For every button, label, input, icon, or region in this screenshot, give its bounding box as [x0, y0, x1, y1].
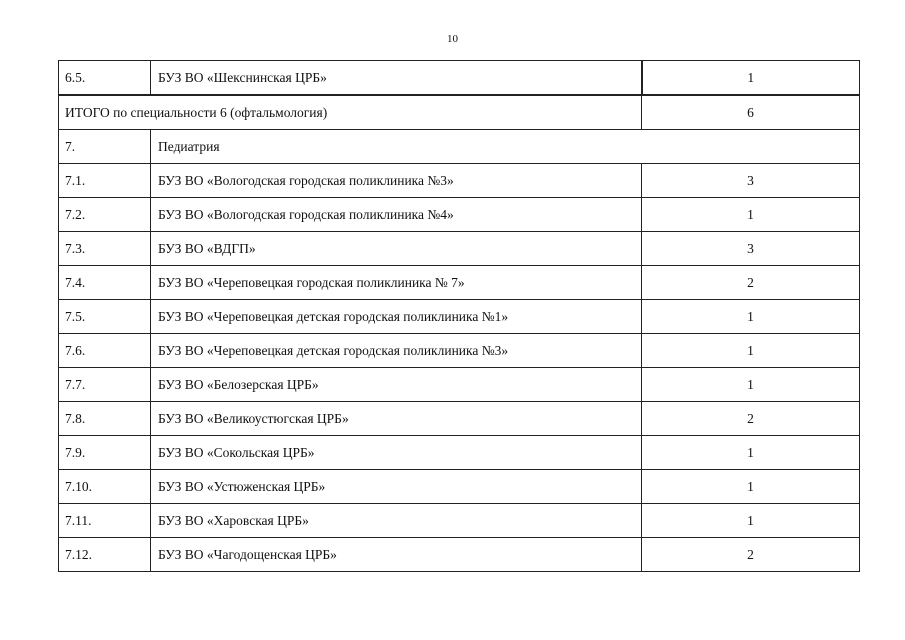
- table-row: [59, 266, 860, 300]
- row-number: 7.7.: [59, 368, 151, 402]
- row-number: 7.12.: [59, 538, 151, 572]
- table-row: [59, 470, 860, 504]
- table-row: [59, 504, 860, 538]
- row-number: 7.8.: [59, 402, 151, 436]
- allocation-table: [58, 60, 860, 572]
- total-label: ИТОГО по специальности 6 (офтальмология): [59, 95, 642, 130]
- position-count: 3: [642, 164, 860, 198]
- table-row: [59, 300, 860, 334]
- position-count: 1: [642, 504, 860, 538]
- institution-name: БУЗ ВО «Вологодская городская поликлиника №4»: [151, 198, 642, 232]
- institution-name: БУЗ ВО «Великоустюгская ЦРБ»: [151, 402, 642, 436]
- table-row: [59, 334, 860, 368]
- position-count: 1: [642, 198, 860, 232]
- position-count: 2: [642, 402, 860, 436]
- position-count: 2: [642, 266, 860, 300]
- institution-name: БУЗ ВО «Череповецкая детская городская поликлиника №1»: [151, 300, 642, 334]
- table-row: [59, 61, 860, 96]
- row-number: 7.1.: [59, 164, 151, 198]
- page-number: 10: [447, 33, 458, 45]
- row-number: 7.3.: [59, 232, 151, 266]
- institution-name: БУЗ ВО «Вологодская городская поликлиника №3»: [151, 164, 642, 198]
- table-row: [59, 232, 860, 266]
- total-count: 6: [642, 95, 860, 130]
- table-row: [59, 538, 860, 572]
- institution-name: БУЗ ВО «Устюженская ЦРБ»: [151, 470, 642, 504]
- section-number: 7.: [59, 130, 151, 164]
- position-count: 1: [642, 470, 860, 504]
- institution-name: БУЗ ВО «Белозерская ЦРБ»: [151, 368, 642, 402]
- position-count: 1: [642, 300, 860, 334]
- table-row: [59, 164, 860, 198]
- total-row: [59, 95, 860, 130]
- table-row: [59, 368, 860, 402]
- position-count: 2: [642, 538, 860, 572]
- position-count: 1: [642, 368, 860, 402]
- institution-name: БУЗ ВО «Сокольская ЦРБ»: [151, 436, 642, 470]
- row-number: 7.2.: [59, 198, 151, 232]
- row-number: 7.6.: [59, 334, 151, 368]
- institution-name: БУЗ ВО «Череповецкая детская городская поликлиника №3»: [151, 334, 642, 368]
- row-number: 7.5.: [59, 300, 151, 334]
- row-number: 7.4.: [59, 266, 151, 300]
- row-number: 6.5.: [59, 61, 151, 96]
- table-row: [59, 198, 860, 232]
- row-number: 7.11.: [59, 504, 151, 538]
- institution-name: БУЗ ВО «ВДГП»: [151, 232, 642, 266]
- institution-name: БУЗ ВО «Харовская ЦРБ»: [151, 504, 642, 538]
- table-row: [59, 402, 860, 436]
- section-title: Педиатрия: [151, 130, 860, 164]
- row-number: 7.9.: [59, 436, 151, 470]
- position-count: 3: [642, 232, 860, 266]
- row-number: 7.10.: [59, 470, 151, 504]
- table-row: [59, 436, 860, 470]
- position-count: 1: [642, 436, 860, 470]
- position-count: 1: [642, 334, 860, 368]
- institution-name: БУЗ ВО «Шекснинская ЦРБ»: [151, 61, 642, 96]
- institution-name: БУЗ ВО «Чагодощенская ЦРБ»: [151, 538, 642, 572]
- section-row: [59, 130, 860, 164]
- institution-name: БУЗ ВО «Череповецкая городская поликлиника № 7»: [151, 266, 642, 300]
- position-count: 1: [642, 61, 860, 96]
